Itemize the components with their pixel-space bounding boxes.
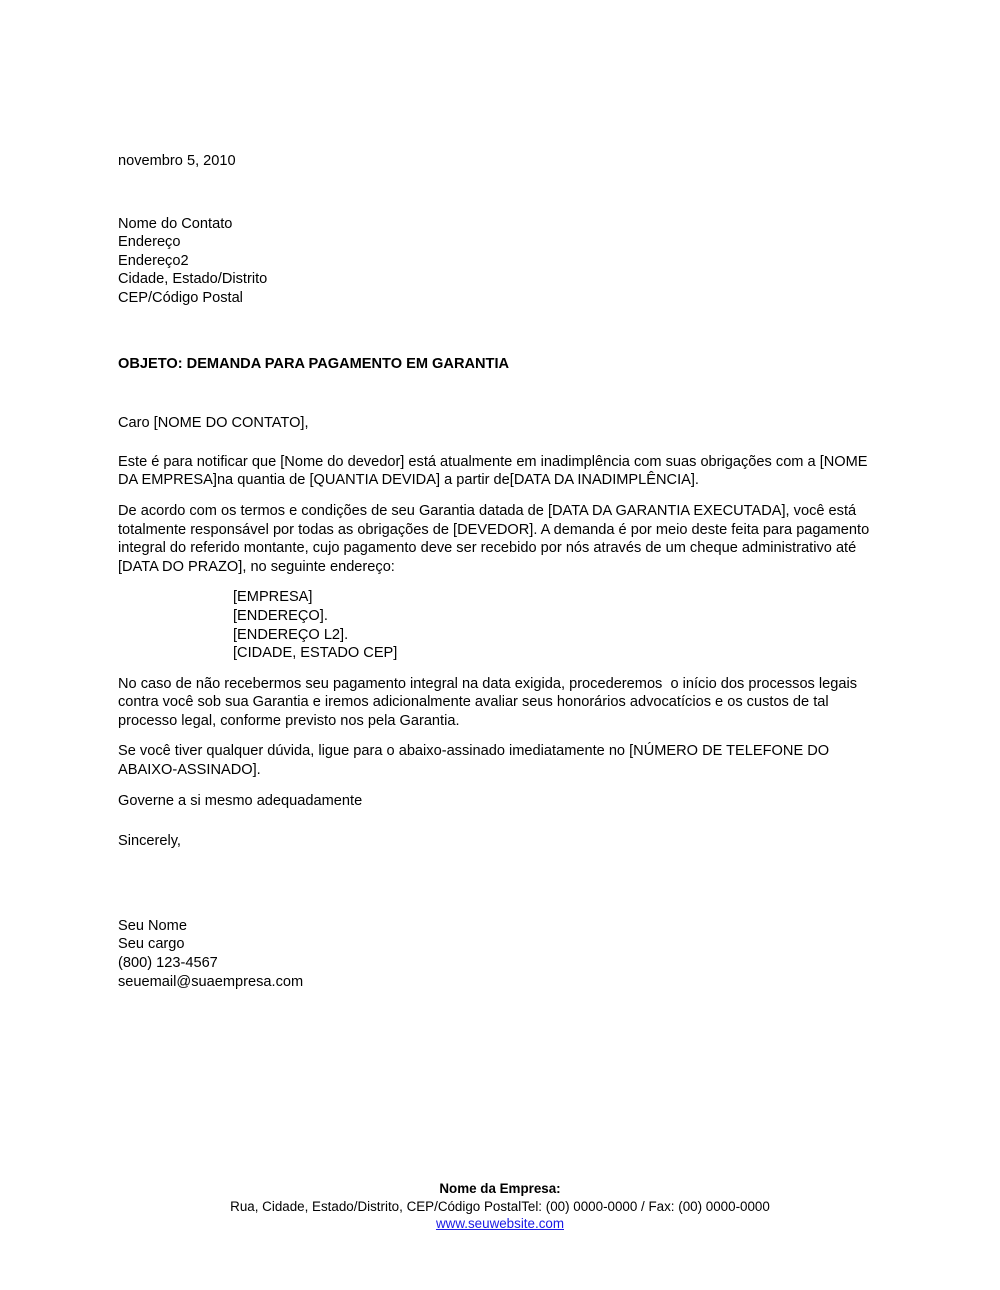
signature-space <box>118 851 886 917</box>
paragraph-notice: Este é para notificar que [Nome do devedor] está atualmente em inadimplência com suas obrigações com a [NOME DA EMPRESA]na quantia de [QUANTIA DEVIDA] a partir de[DATA DA INADIMPLÊNCIA]. <box>118 453 872 489</box>
spacer-after-date <box>118 171 886 215</box>
payment-address-block <box>233 588 886 662</box>
paragraph-terms: De acordo com os termos e condições de seu Garantia datada de [DATA DA GARANTIA EXECUTADA], você está totalmente responsável por todas as obrigações de [DEVEDOR]. A demanda é por meio deste feita para pagamento integral do referido montante, cujo pagamento deve ser recebido por nós através de um cheque administrativo até [DATA DO PRAZO], no seguinte endereço: <box>118 502 874 575</box>
footer-company-name: Nome da Empresa: <box>439 1181 561 1196</box>
spacer-after-payment-address <box>118 663 886 675</box>
spacer-after-subject <box>118 373 886 414</box>
footer-website-line <box>0 1215 1000 1233</box>
spacer-after-address <box>118 308 886 355</box>
spacer-before-closing <box>118 810 886 832</box>
signature-block <box>118 917 886 991</box>
recipient-line-4: Cidade, Estado/Distrito <box>118 271 268 288</box>
signature-name: Seu Nome <box>118 917 187 934</box>
footer-website-link[interactable]: www.seuwebsite.com <box>435 1216 564 1231</box>
payment-address-line-1: [EMPRESA] <box>233 589 313 606</box>
spacer-before-payment-address <box>118 576 886 588</box>
recipient-line-5: CEP/Código Postal <box>118 289 243 306</box>
payment-address-line-3: [ENDEREÇO L2]. <box>233 626 349 643</box>
recipient-line-1: Nome do Contato <box>118 215 233 232</box>
letter-date: novembro 5, 2010 <box>118 153 236 169</box>
signature-email: seuemail@suaempresa.com <box>118 973 304 990</box>
spacer-paragraph-3 <box>118 730 886 742</box>
spacer-after-salutation <box>118 433 886 453</box>
recipient-address-block <box>118 215 886 308</box>
closing-salutation: Sincerely, <box>118 833 181 850</box>
footer-address: Rua, Cidade, Estado/Distrito, CEP/Código PostalTel: (00) 0000-0000 / Fax: (00) 0000-0000 <box>230 1198 770 1214</box>
recipient-line-2: Endereço <box>118 234 181 251</box>
paragraph-govern: Governe a si mesmo adequadamente <box>118 792 363 809</box>
signature-phone: (800) 123-4567 <box>118 955 218 972</box>
payment-address-line-4: [CIDADE, ESTADO CEP] <box>233 645 398 662</box>
letter-body <box>118 152 886 991</box>
signature-title: Seu cargo <box>118 936 185 953</box>
spacer-paragraph-1 <box>118 490 886 502</box>
salutation: Caro [NOME DO CONTATO], <box>118 415 309 432</box>
recipient-line-3: Endereço2 <box>118 252 189 269</box>
paragraph-legal-action: No caso de não recebermos seu pagamento integral na data exigida, procederemos o início dos processos legais contra você sob sua Garantia e iremos adicionalmente avaliar seus honorários advocatícios e os custos de tal processo legal, conforme previsto nos pela Garantia. <box>118 675 862 729</box>
subject-line: OBJETO: DEMANDA PARA PAGAMENTO EM GARANTIA <box>118 355 510 372</box>
page-footer <box>0 1180 1000 1233</box>
paragraph-contact: Se você tiver qualquer dúvida, ligue para o abaixo-assinado imediatamente no [NÚMERO DE TELEFONE DO ABAIXO-ASSINADO]. <box>118 743 833 779</box>
payment-address-line-2: [ENDEREÇO]. <box>233 607 328 624</box>
spacer-paragraph-4 <box>118 780 886 792</box>
